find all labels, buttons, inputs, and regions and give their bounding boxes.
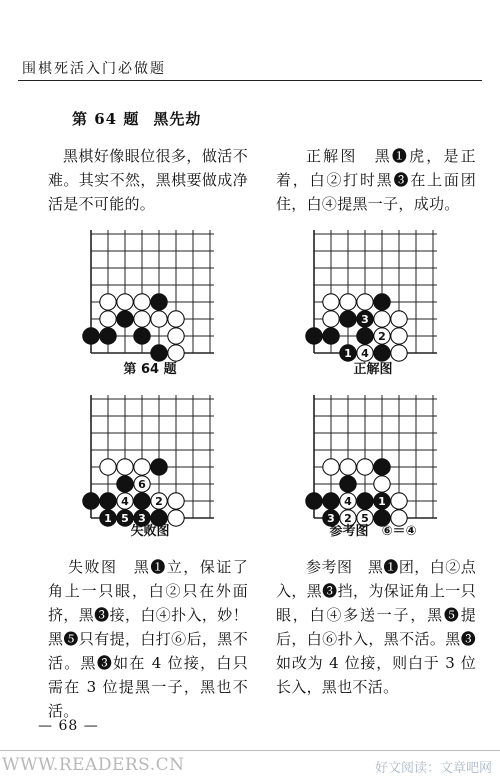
black-stone [374, 459, 390, 475]
intro-paragraph: 黑棋好像眼位很多，做活不难。其实不然，黑棋要做成净活是不可能的。 [48, 147, 248, 213]
move-number: 1 [104, 512, 112, 525]
caption-fail: 失败图 [130, 524, 170, 539]
page-header: 围棋死活入门必做题 [22, 61, 166, 77]
header-rule [18, 80, 482, 81]
caption-ref: 参考图 ⑥＝④ [329, 524, 417, 539]
white-stone [323, 294, 339, 310]
problem-title [72, 108, 201, 129]
black-stone [357, 328, 373, 344]
white-stone [117, 294, 133, 310]
white-stone [168, 311, 184, 327]
move-number: 2 [344, 512, 352, 525]
black-stone [151, 459, 167, 475]
footer-rule [0, 750, 500, 751]
caption-correct: 正解图 [353, 362, 393, 377]
caption-problem: 第 64 题 [123, 362, 177, 377]
go-board-ref [308, 393, 439, 524]
white-stone [374, 311, 390, 327]
black-stone [134, 493, 150, 509]
watermark-right: 好文阅读：文章吧网 [374, 761, 492, 776]
white-stone [357, 294, 373, 310]
board-fail [85, 393, 216, 524]
black-stone [374, 294, 390, 310]
white-stone [100, 459, 116, 475]
move-number: 4 [344, 495, 352, 508]
black-stone [323, 493, 339, 509]
move-number: 2 [155, 495, 163, 508]
black-stone [151, 294, 167, 310]
move-number: 4 [361, 347, 369, 360]
correct-paragraph: 正解图 黑❶虎，是正着，白②打时黑❸在上面团住，白④提黑一子，成功。 [276, 147, 476, 213]
white-stone [391, 493, 407, 509]
problem-subtitle: 黑先劫 [153, 110, 202, 128]
white-stone [340, 294, 356, 310]
black-stone [83, 493, 99, 509]
white-stone [357, 459, 373, 475]
white-stone [100, 294, 116, 310]
go-board-fail [85, 393, 216, 524]
move-number: 6 [138, 478, 146, 491]
black-stone [117, 476, 133, 492]
black-stone [117, 311, 133, 327]
white-stone [374, 476, 390, 492]
black-stone [323, 328, 339, 344]
move-number: 5 [121, 512, 129, 525]
white-stone [340, 459, 356, 475]
fail-paragraph: 失败图 黑❶立，保证了角上一只眼，白②只在外面挤，黑❸接，白④扑入，妙！黑❺只有提，白打⑥后，黑不活。黑❸如在 4 位接，白只需在 3 位提黑一子，黑也不活。 [48, 558, 248, 720]
white-stone [117, 459, 133, 475]
white-stone [151, 311, 167, 327]
page-number: — 68 — [38, 718, 99, 734]
white-stone [134, 459, 150, 475]
black-stone [100, 493, 116, 509]
black-stone [306, 493, 322, 509]
move-number: 3 [327, 512, 335, 525]
black-stone [100, 328, 116, 344]
black-stone [357, 493, 373, 509]
board-problem [85, 228, 216, 359]
white-stone [391, 328, 407, 344]
black-stone [340, 311, 356, 327]
ref-paragraph: 参考图 黑❶团，白②点入，黑❸挡，为保证角上一只眼，白④多送一子，黑❺提后，白⑥扑入，黑不活。黑❸如改为 4 位接，则白于 3 位长入，黑也不活。 [276, 558, 476, 696]
move-number: 3 [138, 512, 146, 525]
move-number: 1 [378, 495, 386, 508]
white-stone [168, 493, 184, 509]
black-stone [134, 328, 150, 344]
watermark-left: WWW.READERS.CN [2, 755, 185, 775]
board-correct [308, 228, 439, 359]
move-number: 1 [344, 347, 352, 360]
black-stone [306, 328, 322, 344]
white-stone [100, 311, 116, 327]
go-board-correct [308, 228, 439, 359]
black-stone [340, 476, 356, 492]
white-stone [391, 311, 407, 327]
move-number: 3 [361, 313, 369, 326]
go-board-problem [85, 228, 216, 359]
move-number: 2 [378, 330, 386, 343]
move-number: 4 [121, 495, 129, 508]
white-stone [168, 328, 184, 344]
white-stone [323, 459, 339, 475]
black-stone [83, 328, 99, 344]
white-stone [134, 294, 150, 310]
white-stone [323, 311, 339, 327]
white-stone [134, 311, 150, 327]
problem-number: 第 64 题 [72, 110, 140, 128]
move-number: 5 [361, 512, 369, 525]
board-ref [308, 393, 439, 524]
